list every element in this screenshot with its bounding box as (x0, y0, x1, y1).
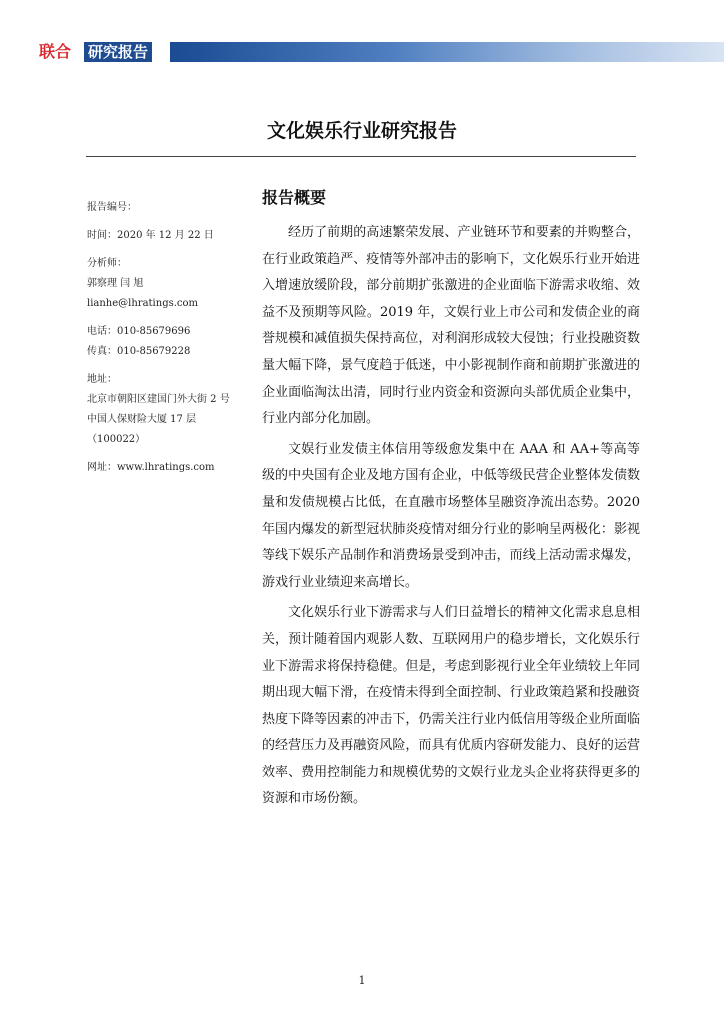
summary-paragraph: 文化娱乐行业下游需求与人们日益增长的精神文化需求息息相关，预计随着国内观影人数、互联网用户的稳步增长，文化娱乐行业下游需求将保持稳健。但是，考虑到影视行业全年业绩较上年同期出现大幅下滑，在疫情未得到全面控制、行业政策趋紧和投融资热度下降等因素的冲击下，仍需关注行业内低信用等级企业所面临的经营压力及再融资风险，而具有优质内容研发能力、良好的运营效率、费用控制能力和规模优势的文娱行业龙头企业将获得更多的资源和市场份额。 (262, 605, 640, 807)
report-date: 时间：2020 年 12 月 22 日 (87, 230, 214, 241)
address-line-2: 中国人保财险大厦 17 层 (87, 414, 197, 425)
address-line-1: 北京市朝阳区建国门外大街 2 号 (87, 394, 230, 405)
report-summary (262, 186, 640, 817)
summary-paragraph: 文娱行业发债主体信用等级愈发集中在 AAA 和 AA+等高等级的中央国有企业及地方国有企业，中低等级民营企业整体发债数量和发债规模占比低，在直融市场整体呈融资净流出态势。2020 年国内爆发的新型冠状肺炎疫情对细分行业的影响呈两极化：影视等线下娱乐产品制作和消费场景受到冲击，而线上活动需求爆发，游戏行业业绩迎来高增长。 (262, 441, 640, 590)
contact-phone: 电话：010-85679696 (87, 326, 191, 337)
title-divider (86, 156, 636, 157)
analyst-names: 郭察理 闫 旭 (87, 278, 144, 289)
page-number: 1 (358, 974, 366, 987)
document-title: 文化娱乐行业研究报告 (266, 120, 457, 142)
header-gradient-bar (170, 42, 724, 62)
report-number: 报告编号： (87, 202, 137, 213)
brand-logo-red: 联合 (39, 42, 72, 61)
header-banner (0, 40, 724, 64)
report-info-sidebar (87, 198, 257, 478)
address-label: 地址： (87, 374, 117, 385)
summary-paragraph: 经历了前期的高速繁荣发展、产业链环节和要素的并购整合，在行业政策趋严、疫情等外部冲击的影响下，文化娱乐行业开始进入增速放缓阶段，部分前期扩张激进的企业面临下游需求收缩、效益不及预期等风险。2019 年，文娱行业上市公司和发债企业的商誉规模和减值损失保持高位，对利润形成较大侵蚀；行业投融资数量大幅下降，景气度趋于低迷，中小影视制作商和前期扩张激进的企业面临淘汰出清，同时行业内资金和资源向头部优质企业集中，行业内部分化加剧。 (262, 225, 640, 427)
address-line-3: （100022） (87, 434, 146, 445)
contact-fax: 传真：010-85679228 (87, 346, 191, 357)
website: 网址：www.lhratings.com (87, 462, 215, 473)
analyst-label: 分析师： (87, 258, 127, 269)
brand-logo-blue: 研究报告 (84, 42, 152, 62)
summary-heading: 报告概要 (262, 188, 327, 207)
contact-email: lianhe@lhratings.com (87, 298, 199, 309)
